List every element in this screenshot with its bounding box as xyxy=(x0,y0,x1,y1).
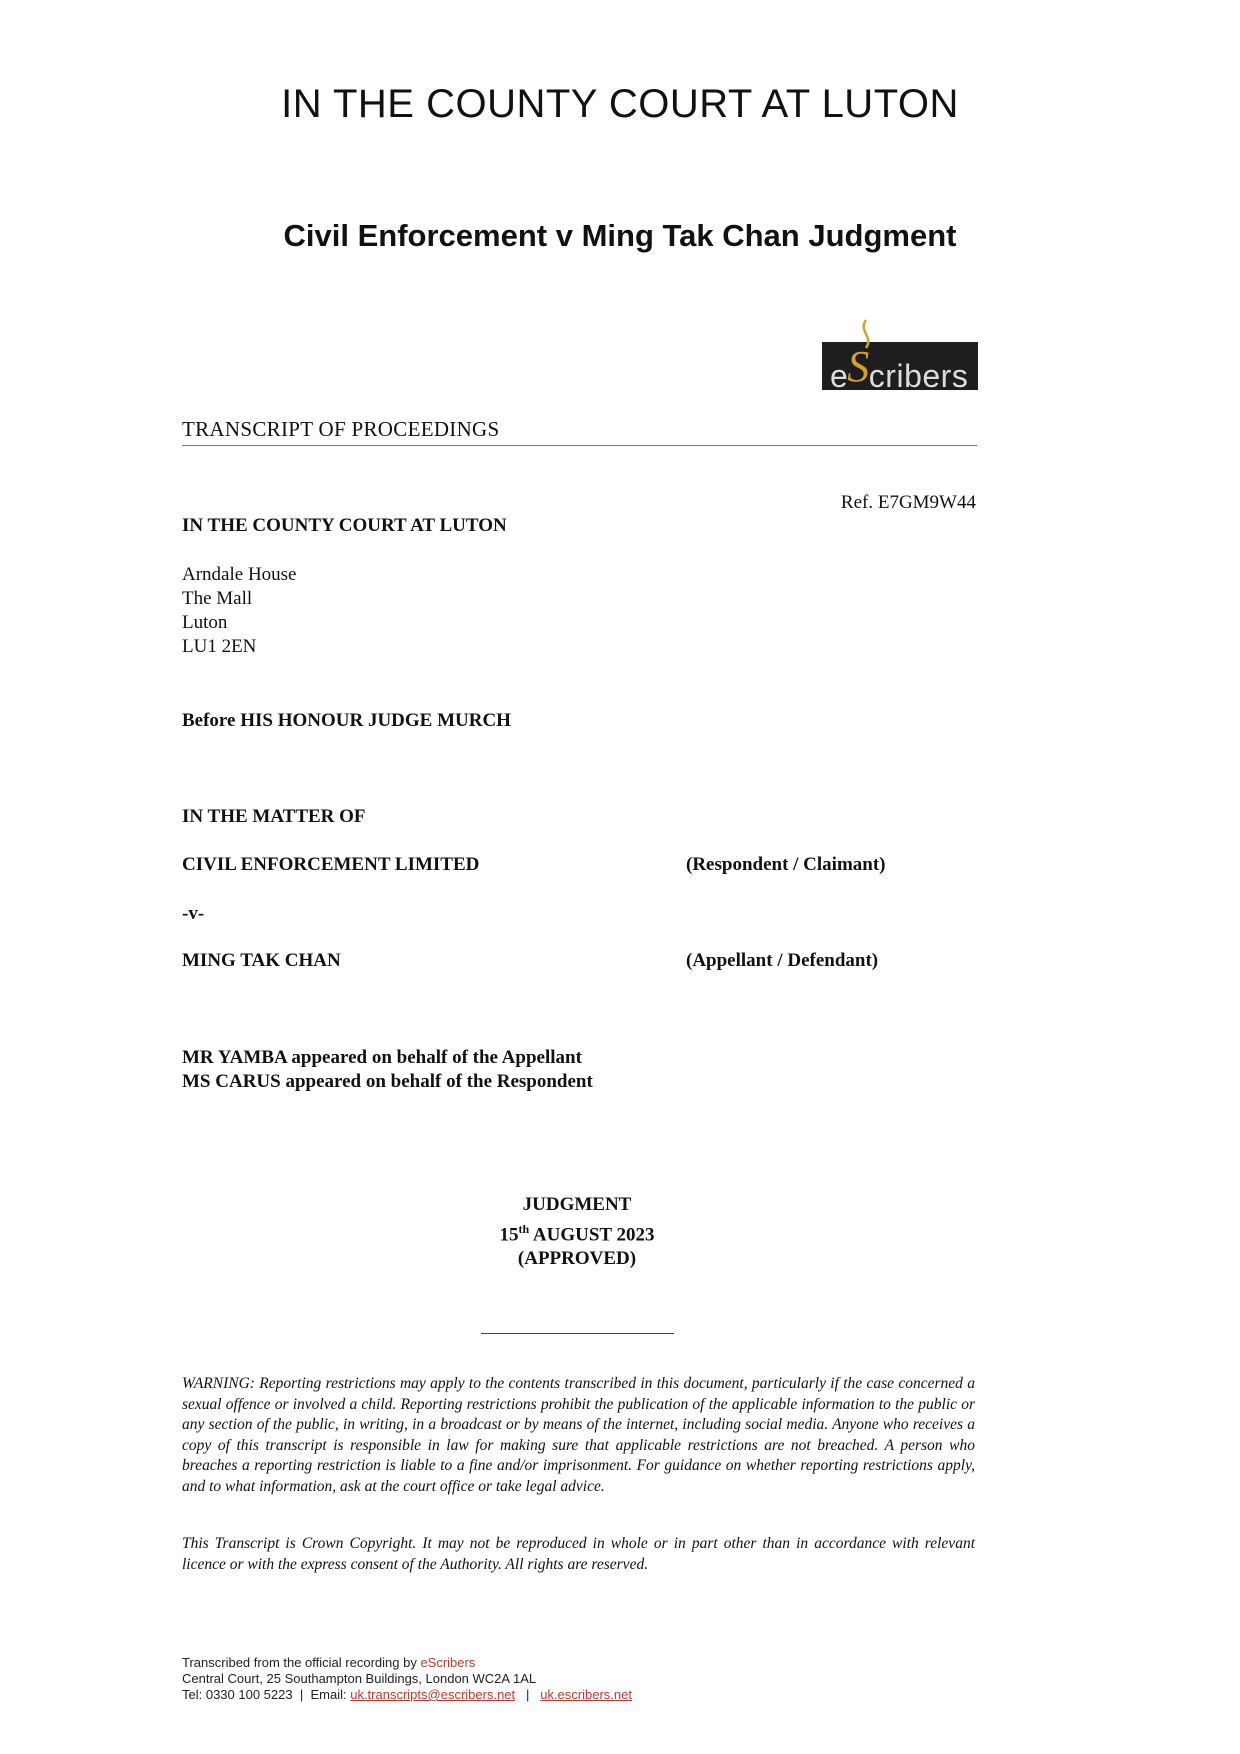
appearance-appellant: MR YAMBA appeared on behalf of the Appellant xyxy=(182,1047,582,1068)
role-claimant: (Respondent / Claimant) xyxy=(686,854,886,875)
footer-contact: Tel: 0330 100 5223 | Email: uk.transcripts@escribers.net | uk.escribers.net xyxy=(182,1687,632,1702)
copyright-notice: This Transcript is Crown Copyright. It may not be reproduced in whole or in part other than in accordance with relevant licence or with the express consent of the Authority. All rights are reserved. xyxy=(182,1535,975,1573)
party-defendant: MING TAK CHAN xyxy=(182,950,341,971)
logo-text: eScribers xyxy=(830,342,969,394)
judgment-date: 15th AUGUST 2023 xyxy=(499,1222,655,1246)
address-line: The Mall xyxy=(182,588,253,609)
court-name: IN THE COUNTY COURT AT LUTON xyxy=(182,515,507,536)
judgment-label: JUDGMENT xyxy=(522,1194,632,1215)
footer-email-link[interactable]: uk.transcripts@escribers.net xyxy=(350,1687,516,1702)
matter-heading: IN THE MATTER OF xyxy=(182,806,366,827)
role-defendant: (Appellant / Defendant) xyxy=(686,950,879,971)
address-line: Luton xyxy=(182,612,228,633)
court-heading: IN THE COUNTY COURT AT LUTON xyxy=(281,82,959,126)
judgment-status: (APPROVED) xyxy=(517,1248,637,1270)
address-line: Arndale House xyxy=(182,564,297,585)
transcript-label: TRANSCRIPT OF PROCEEDINGS xyxy=(182,417,500,441)
versus: -v- xyxy=(182,903,205,924)
judge-line: Before HIS HONOUR JUDGE MURCH xyxy=(182,710,511,731)
escribers-logo xyxy=(822,318,978,394)
footer-website-link[interactable]: uk.escribers.net xyxy=(540,1687,632,1702)
address-line: LU1 2EN xyxy=(182,636,257,657)
header-divider xyxy=(182,445,977,446)
party-claimant: CIVIL ENFORCEMENT LIMITED xyxy=(182,854,480,875)
reference-number: Ref. E7GM9W44 xyxy=(840,492,976,513)
appearance-respondent: MS CARUS appeared on behalf of the Respondent xyxy=(182,1071,593,1092)
footer-transcribed: Transcribed from the official recording by eScribers xyxy=(182,1655,476,1670)
footer-address: Central Court, 25 Southampton Buildings, London WC2A 1AL xyxy=(182,1671,537,1686)
judgment-block xyxy=(0,1193,1154,1271)
reporting-warning: WARNING: Reporting restrictions may apply to the contents transcribed in this document, particularly if the case concerned a sexual offence or involved a child. Reporting restrictions prohibit the publication of the applicable information to the public or any section of the public, in writing, in a broadcast or by means of the internet, including social media. Anyone who receives a copy of this transcript is responsible in law for making sure that applicable restrictions are not breached. A person who breaches a reporting restriction is liable to a fine and/or imprisonment. For guidance on whether reporting restrictions apply, and to what information, ask at the court office or take legal advice. xyxy=(182,1375,975,1495)
document-title: Civil Enforcement v Ming Tak Chan Judgment xyxy=(283,218,957,253)
section-divider xyxy=(481,1333,674,1334)
footer xyxy=(182,1655,632,1703)
